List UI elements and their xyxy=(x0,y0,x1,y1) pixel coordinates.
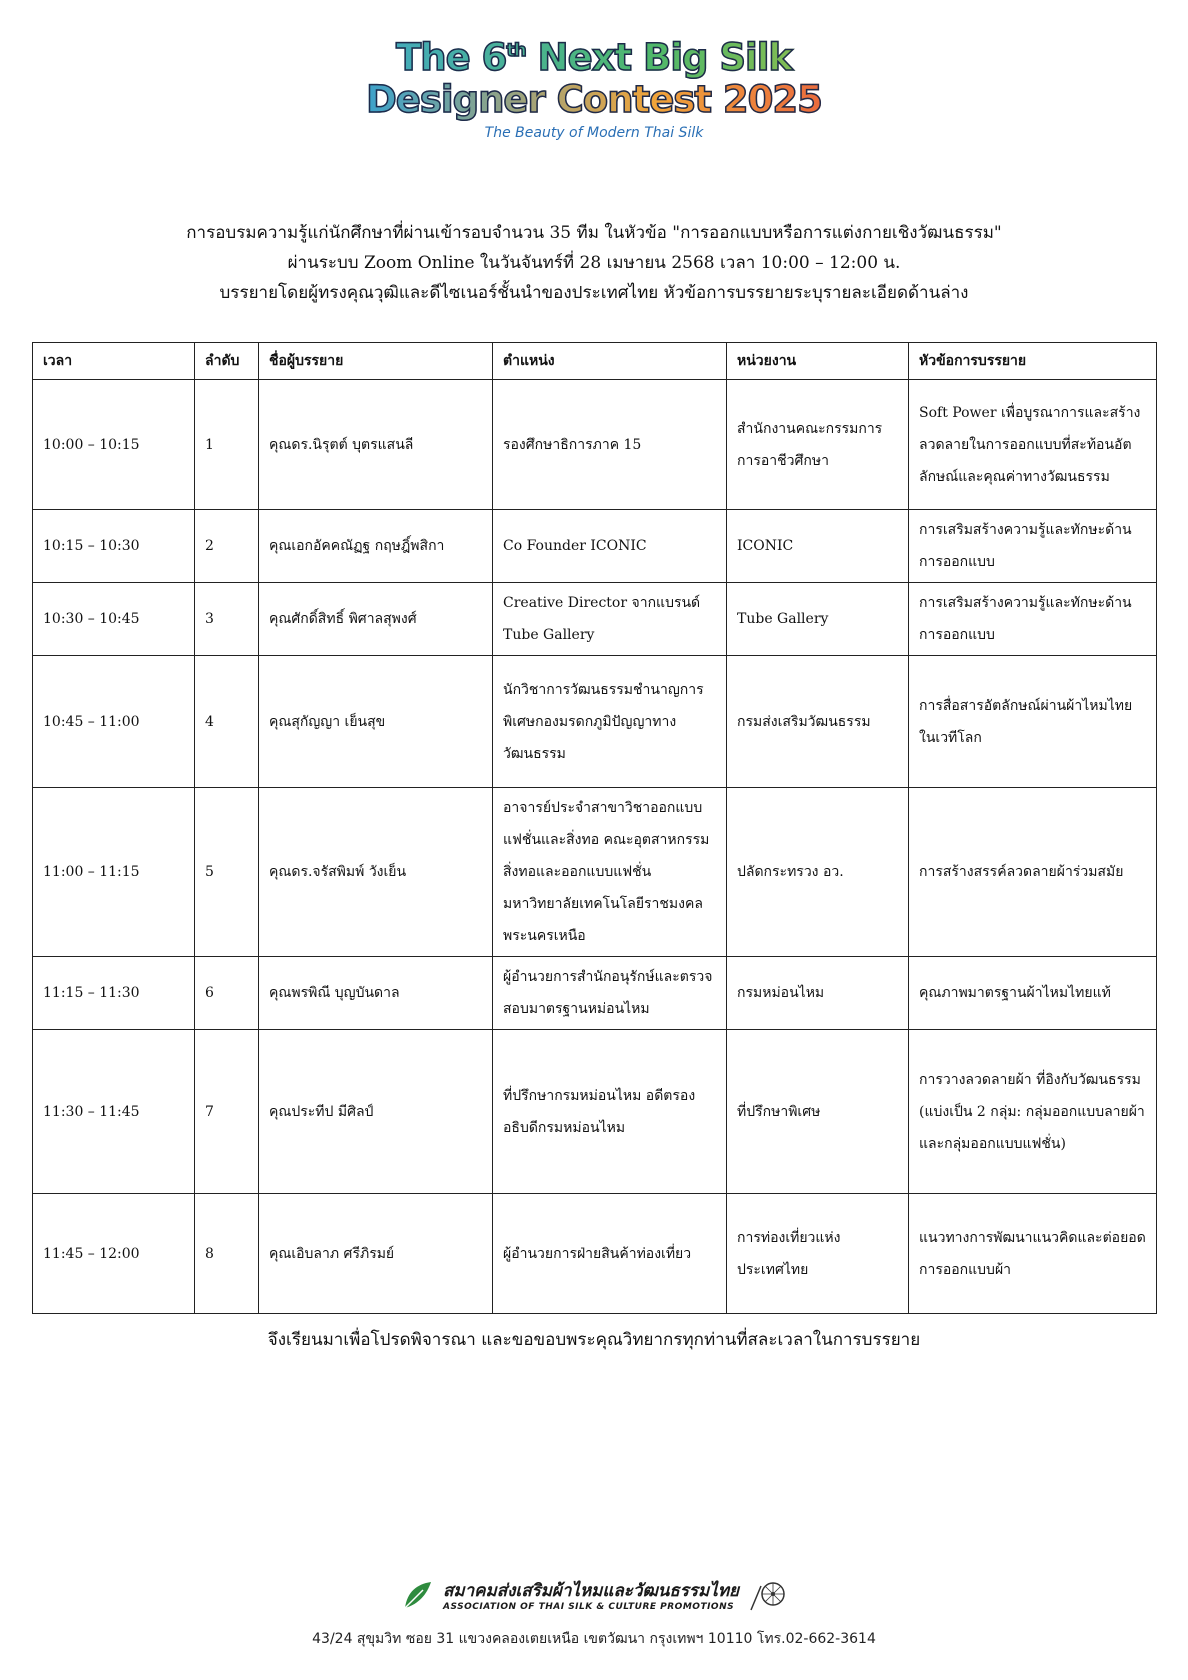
cell-order: 3 xyxy=(195,583,259,656)
spinning-wheel-icon xyxy=(747,1578,787,1616)
logo-number: 6 xyxy=(481,36,507,79)
cell-time: 11:30 – 11:45 xyxy=(33,1030,195,1194)
header-speaker: ชื่อผู้บรรยาย xyxy=(259,343,493,380)
cell-time: 10:45 – 11:00 xyxy=(33,656,195,788)
table-row xyxy=(33,1194,1157,1314)
association-address: 43/24 สุขุมวิท ซอย 31 แขวงคลองเตยเหนือ เขตวัฒนา กรุงเทพฯ 10110 โทร.02-662-3614 xyxy=(312,1631,876,1647)
cell-speaker: คุณดร.จรัสพิมพ์ วังเย็น xyxy=(259,788,493,957)
cell-time: 11:00 – 11:15 xyxy=(33,788,195,957)
cell-agency: การท่องเที่ยวแห่งประเทศไทย xyxy=(727,1194,909,1314)
logo-title-line2: Designer Contest 2025 xyxy=(0,79,1188,121)
cell-agency: ICONIC xyxy=(727,510,909,583)
cell-agency: ที่ปรึกษาพิเศษ xyxy=(727,1030,909,1194)
cell-agency: Tube Gallery xyxy=(727,583,909,656)
table-row xyxy=(33,510,1157,583)
cell-time: 11:45 – 12:00 xyxy=(33,1194,195,1314)
schedule-table xyxy=(32,342,1157,1314)
cell-topic: Soft Power เพื่อบูรณาการและสร้างลวดลายในการออกแบบที่สะท้อนอัตลักษณ์และคุณค่าทางวัฒนธรรม xyxy=(909,380,1157,510)
association-name-english: ASSOCIATION OF THAI SILK & CULTURE PROMOTIONS xyxy=(443,1602,735,1612)
intro-line-3: บรรยายโดยผู้ทรงคุณวุฒิและดีไซเนอร์ชั้นนำของประเทศไทย หัวข้อการบรรยายระบุรายละเอียดด้านล่าง xyxy=(219,283,969,303)
cell-speaker: คุณประทีป มีศิลป์ xyxy=(259,1030,493,1194)
header-agency: หน่วยงาน xyxy=(727,343,909,380)
table-header-row xyxy=(33,343,1157,380)
header-time: เวลา xyxy=(33,343,195,380)
cell-position: Creative Director จากแบรนด์ Tube Gallery xyxy=(493,583,727,656)
silk-leaf-icon xyxy=(401,1578,435,1616)
cell-order: 4 xyxy=(195,656,259,788)
intro-text xyxy=(0,218,1188,308)
association-logo xyxy=(401,1578,787,1616)
cell-topic: การวางลวดลายผ้า ที่อิงกับวัฒนธรรม (แบ่งเป็น 2 กลุ่ม: กลุ่มออกแบบลายผ้า และกลุ่มออกแบบแฟชั่น) xyxy=(909,1030,1157,1194)
cell-topic: การสื่อสารอัตลักษณ์ผ่านผ้าไหมไทยในเวทีโลก xyxy=(909,656,1157,788)
cell-topic: แนวทางการพัฒนาแนวคิดและต่อยอดการออกแบบผ้า xyxy=(909,1194,1157,1314)
closing-text: จึงเรียนมาเพื่อโปรดพิจารณา และขอขอบพระคุณวิทยากรทุกท่านที่สละเวลาในการบรรยาย xyxy=(267,1330,921,1350)
table-row xyxy=(33,788,1157,957)
logo-tagline: The Beauty of Modern Thai Silk xyxy=(484,125,704,141)
cell-agency: สำนักงานคณะกรรมการการอาชีวศึกษา xyxy=(727,380,909,510)
cell-position: Co Founder ICONIC xyxy=(493,510,727,583)
intro-line-1: การอบรมความรู้แก่นักศึกษาที่ผ่านเข้ารอบจำนวน 35 ทีม ในหัวข้อ "การออกแบบหรือการแต่งกายเชิงวัฒนธรรม" xyxy=(186,223,1002,243)
cell-position: รองศึกษาธิการภาค 15 xyxy=(493,380,727,510)
contest-logo xyxy=(0,30,1188,141)
cell-topic: การเสริมสร้างความรู้และทักษะด้านการออกแบบ xyxy=(909,583,1157,656)
table-row xyxy=(33,656,1157,788)
cell-agency: ปลัดกระทรวง อว. xyxy=(727,788,909,957)
cell-position: นักวิชาการวัฒนธรรมชำนาญการพิเศษกองมรดกภูมิปัญญาทางวัฒนธรรม xyxy=(493,656,727,788)
cell-position: ที่ปรึกษากรมหม่อนไหม อดีตรองอธิบดีกรมหม่อนไหม xyxy=(493,1030,727,1194)
cell-topic: คุณภาพมาตรฐานผ้าไหมไทยแท้ xyxy=(909,957,1157,1030)
table-row xyxy=(33,583,1157,656)
cell-time: 11:15 – 11:30 xyxy=(33,957,195,1030)
logo-ordinal: th xyxy=(506,40,526,61)
table-row xyxy=(33,380,1157,510)
cell-order: 2 xyxy=(195,510,259,583)
cell-speaker: คุณพรพิณี บุญบันดาล xyxy=(259,957,493,1030)
cell-time: 10:00 – 10:15 xyxy=(33,380,195,510)
association-name-thai: สมาคมส่งเสริมผ้าไหมและวัฒนธรรมไทย xyxy=(443,1581,739,1601)
cell-order: 1 xyxy=(195,380,259,510)
cell-agency: กรมส่งเสริมวัฒนธรรม xyxy=(727,656,909,788)
cell-time: 10:15 – 10:30 xyxy=(33,510,195,583)
cell-speaker: คุณศักดิ์สิทธิ์ พิศาลสุพงศ์ xyxy=(259,583,493,656)
cell-speaker: คุณสุกัญญา เย็นสุข xyxy=(259,656,493,788)
logo-the: The xyxy=(395,36,470,79)
cell-speaker: คุณเอกอัคคณัฏฐ กฤษฎิ์พสิกา xyxy=(259,510,493,583)
header-topic: หัวข้อการบรรยาย xyxy=(909,343,1157,380)
cell-order: 8 xyxy=(195,1194,259,1314)
cell-order: 5 xyxy=(195,788,259,957)
table-row xyxy=(33,957,1157,1030)
cell-speaker: คุณเอิบลาภ ศรีภิรมย์ xyxy=(259,1194,493,1314)
cell-agency: กรมหม่อนไหม xyxy=(727,957,909,1030)
cell-position: อาจารย์ประจำสาขาวิชาออกแบบแฟชั่นและสิ่งทอ คณะอุตสาหกรรมสิ่งทอและออกแบบแฟชั่น มหาวิทยาลัยเทคโนโลยีราชมงคลพระนครเหนือ xyxy=(493,788,727,957)
logo-rest: Next Big Silk xyxy=(537,36,792,79)
cell-time: 10:30 – 10:45 xyxy=(33,583,195,656)
intro-line-2: ผ่านระบบ Zoom Online ในวันจันทร์ที่ 28 เมษายน 2568 เวลา 10:00 – 12:00 น. xyxy=(287,253,901,273)
cell-order: 7 xyxy=(195,1030,259,1194)
association-footer xyxy=(0,1578,1188,1650)
table-row xyxy=(33,1030,1157,1194)
cell-order: 6 xyxy=(195,957,259,1030)
cell-topic: การสร้างสรรค์ลวดลายผ้าร่วมสมัย xyxy=(909,788,1157,957)
cell-position: ผู้อำนวยการสำนักอนุรักษ์และตรวจสอบมาตรฐานหม่อนไหม xyxy=(493,957,727,1030)
cell-topic: การเสริมสร้างความรู้และทักษะด้านการออกแบบ xyxy=(909,510,1157,583)
header-order: ลำดับ xyxy=(195,343,259,380)
header-position: ตำแหน่ง xyxy=(493,343,727,380)
cell-speaker: คุณดร.นิรุตต์ บุตรแสนลี xyxy=(259,380,493,510)
logo-title-line1 xyxy=(0,30,1188,79)
cell-position: ผู้อำนวยการฝ่ายสินค้าท่องเที่ยว xyxy=(493,1194,727,1314)
